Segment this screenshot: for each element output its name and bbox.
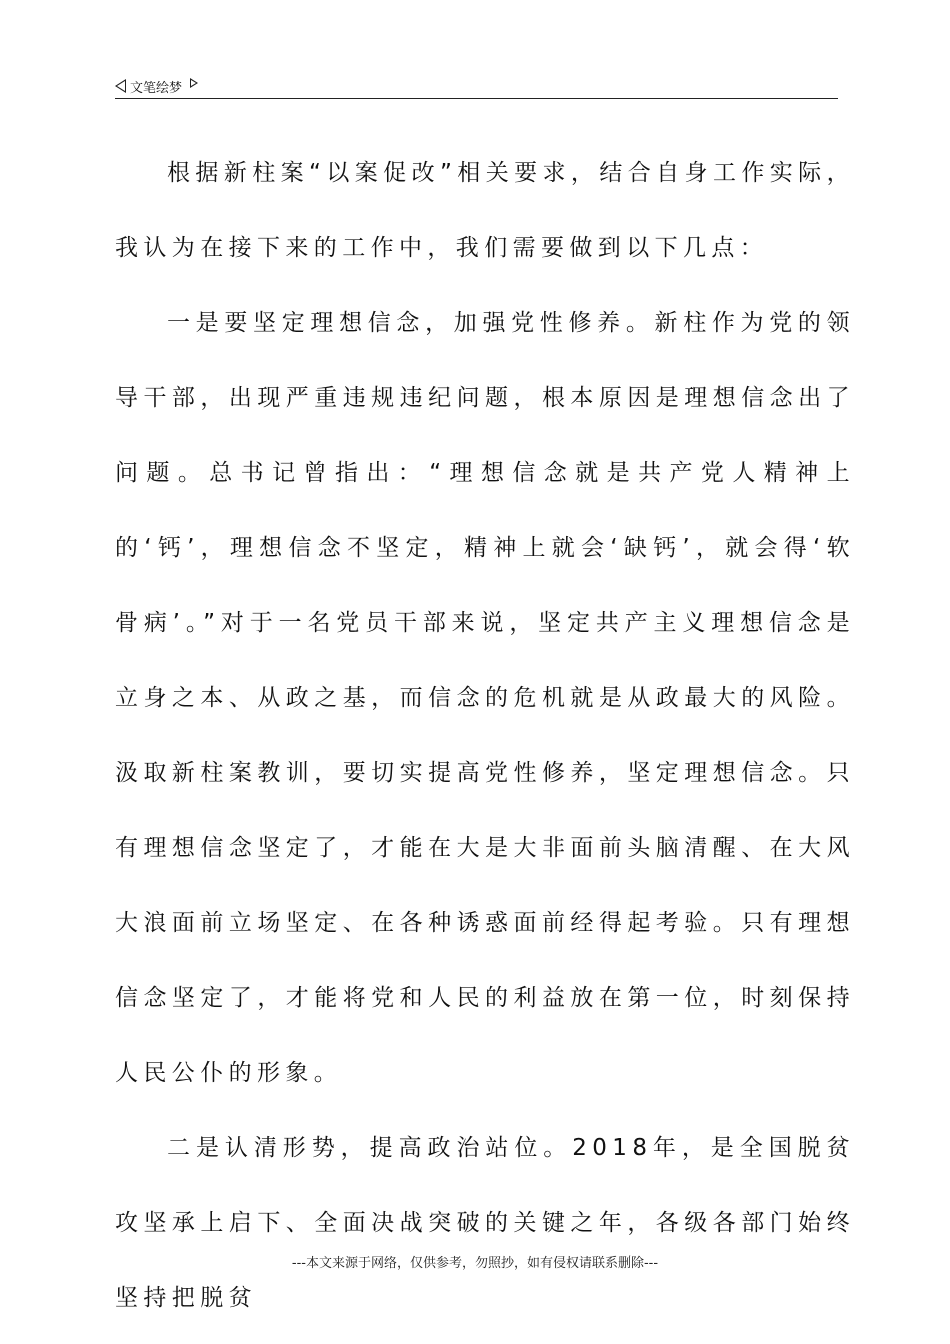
paragraph-point-one: 一是要坚定理想信念，加强党性修养。新柱作为党的领导干部，出现严重违规违纪问题，根本原因是理想信念出了问题。总书记曾指出：“理想信念就是共产党人精神上的‘钙’，理想信念不坚定，精神上就会‘缺钙’，就会得‘软骨病’。”对于一名党员干部来说，坚定共产主义理想信念是立身之本、从政之基，而信念的危机就是从政最大的风险。汲取新柱案教训，要切实提高党性修养，坚定理想信念。只有理想信念坚定了，才能在大是大非面前头脑清醒、在大风大浪面前立场坚定、在各种诱惑面前经得起考验。只有理想信念坚定了，才能将党和人民的利益放在第一位，时刻保持人民公仆的形象。 [115, 310, 855, 1086]
document-body [115, 136, 855, 1336]
triangle-right-icon [190, 78, 198, 88]
paragraph-point-two: 二是认清形势，提高政治站位。2018年，是全国脱贫攻坚承上启下、全面决战突破的关键之年，各级各部门始终坚持把脱贫 [115, 1135, 855, 1311]
page-header [115, 74, 838, 99]
header-title: 文笔绘梦 [130, 80, 183, 96]
paragraph-intro: 根据新柱案“以案促改”相关要求，结合自身工作实际，我认为在接下来的工作中，我们需要做到以下几点： [115, 160, 855, 261]
triangle-left-icon [115, 79, 126, 93]
page-footer: ---本文来源于网络，仅供参考，勿照抄，如有侵权请联系删除--- [291, 1256, 659, 1271]
